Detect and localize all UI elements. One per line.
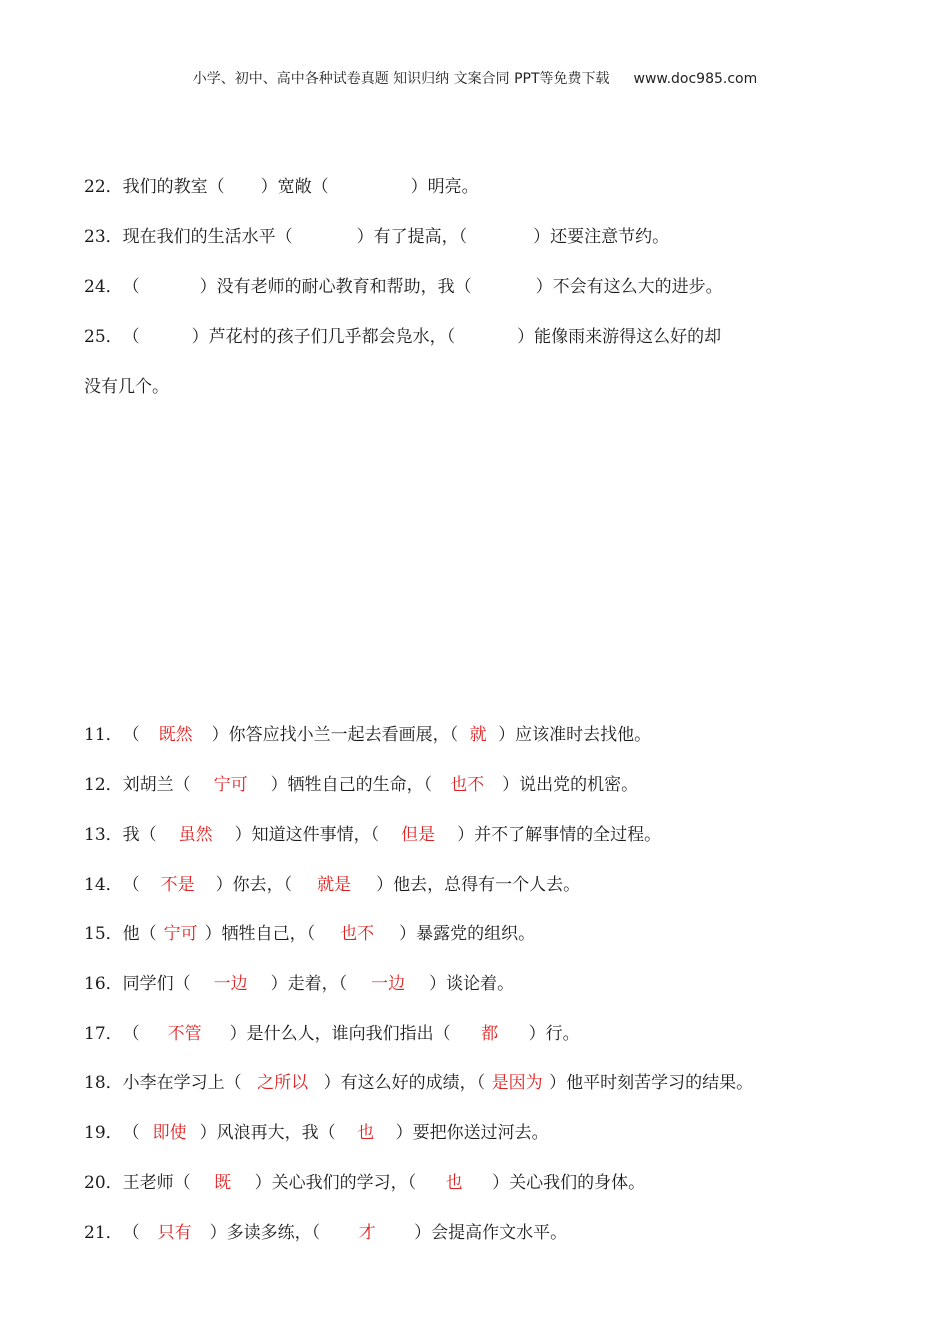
question-text: ）他平时刻苦学习的结果。 (549, 1073, 754, 1093)
question-number: 24． (84, 277, 123, 297)
answer-1: 之所以 (257, 1073, 309, 1093)
answer-19 (84, 1121, 549, 1145)
question-text: ）知道这件事情，（ (234, 825, 380, 845)
question-text: （ (122, 327, 140, 347)
question-text: ）谈论着。 (429, 974, 515, 994)
question-text: ）宽敞（ (260, 177, 329, 197)
question-text: ）多读多练，（ (209, 1223, 321, 1243)
answer-1: 只有 (157, 1223, 192, 1243)
question-text: （ (122, 1223, 140, 1243)
question-number: 19． (84, 1123, 123, 1143)
answer-2: 也 (357, 1123, 375, 1143)
answer-12 (84, 773, 638, 797)
question-text: ）行。 (528, 1024, 580, 1044)
question-text: ）并不了解事情的全过程。 (457, 825, 662, 845)
question-text: （ (122, 875, 140, 895)
answer-1: 不管 (167, 1024, 202, 1044)
answer-1: 不是 (160, 875, 195, 895)
answer-1: 既然 (158, 725, 193, 745)
answer-2: 也不 (340, 924, 375, 944)
question-number: 14． (84, 875, 123, 895)
question-text: ）风浪再大，我（ (199, 1123, 336, 1143)
question-text: （ (122, 1024, 140, 1044)
question-text: ）应该准时去找他。 (498, 725, 652, 745)
answer-16 (84, 972, 514, 996)
question-text: 同学们（ (122, 974, 191, 994)
answer-1: 虽然 (178, 825, 213, 845)
question-text: ）会提高作文水平。 (414, 1223, 568, 1243)
question-number: 17． (84, 1024, 123, 1044)
question-text: ）走着，（ (270, 974, 348, 994)
answer-2: 都 (481, 1024, 499, 1044)
question-text: ）能像雨来游得这么好的却 (517, 327, 722, 347)
question-number: 13． (84, 825, 123, 845)
answer-21 (84, 1221, 567, 1245)
question-text: ）牺牲自己的生命，（ (270, 775, 433, 795)
question-text: ）说出党的机密。 (502, 775, 639, 795)
question-number: 12． (84, 775, 123, 795)
question-text: ）关心我们的学习，（ (254, 1173, 417, 1193)
question-text: 现在我们的生活水平（ (122, 227, 293, 247)
question-text: ）不会有这么大的进步。 (535, 277, 723, 297)
question-22 (84, 175, 479, 199)
answer-2: 但是 (401, 825, 436, 845)
question-text: ）还要注意节约。 (533, 227, 670, 247)
question-25-continued (84, 375, 169, 399)
answer-2: 才 (358, 1223, 376, 1243)
question-24 (84, 275, 723, 299)
question-23 (84, 225, 669, 249)
question-text: ）有了提高，（ (356, 227, 468, 247)
question-number: 25． (84, 327, 123, 347)
answer-17 (84, 1022, 580, 1046)
answer-1: 既 (214, 1173, 232, 1193)
question-text: 我（ (122, 825, 157, 845)
question-number: 16． (84, 974, 123, 994)
answer-2: 就是 (317, 875, 352, 895)
answer-2: 是因为 (491, 1073, 543, 1093)
question-text: ）牺牲自己，（ (204, 924, 316, 944)
question-text: ）有这么好的成绩，（ (323, 1073, 486, 1093)
page-header (0, 68, 950, 88)
answer-1: 宁可 (163, 924, 198, 944)
answer-11 (84, 723, 651, 747)
question-number: 18． (84, 1073, 123, 1093)
answer-20 (84, 1171, 645, 1195)
question-text: 没有几个。 (84, 377, 169, 397)
question-number: 15． (84, 924, 123, 944)
answer-15 (84, 922, 535, 946)
question-number: 21． (84, 1223, 123, 1243)
answer-2: 也不 (450, 775, 485, 795)
answer-1: 一边 (213, 974, 248, 994)
question-text: ）要把你送过河去。 (395, 1123, 549, 1143)
question-text: ）你答应找小兰一起去看画展，（ (211, 725, 459, 745)
question-text: 小李在学习上（ (122, 1073, 242, 1093)
answer-2: 就 (469, 725, 487, 745)
answer-2: 也 (445, 1173, 463, 1193)
question-text: （ (122, 725, 140, 745)
answer-1: 即使 (152, 1123, 187, 1143)
question-number: 11． (84, 725, 123, 745)
question-text: 我们的教室（ (122, 177, 225, 197)
question-text: ）明亮。 (410, 177, 479, 197)
question-number: 23． (84, 227, 123, 247)
question-text: ）是什么人，谁向我们指出（ (229, 1024, 451, 1044)
answer-18 (84, 1071, 753, 1095)
answer-14 (84, 873, 580, 897)
question-text: 王老师（ (122, 1173, 191, 1193)
question-text: （ (122, 277, 140, 297)
question-text: 刘胡兰（ (122, 775, 191, 795)
answer-2: 一边 (371, 974, 406, 994)
header-text: 小学、初中、高中各种试卷真题 知识归纳 文案合同 PPT等免费下载 (192, 71, 610, 87)
header-site: www.doc985.com (633, 71, 758, 87)
answer-13 (84, 823, 661, 847)
question-text: ）关心我们的身体。 (492, 1173, 646, 1193)
question-text: ）暴露党的组织。 (399, 924, 536, 944)
question-text: 他（ (122, 924, 157, 944)
question-number: 22． (84, 177, 123, 197)
question-text: ）你去，（ (215, 875, 293, 895)
question-text: ）他去，总得有一个人去。 (376, 875, 581, 895)
question-25 (84, 325, 721, 349)
question-text: （ (122, 1123, 140, 1143)
question-text: ）芦花村的孩子们几乎都会凫水，（ (191, 327, 456, 347)
question-text: ）没有老师的耐心教育和帮助，我（ (199, 277, 472, 297)
question-number: 20． (84, 1173, 123, 1193)
answer-1: 宁可 (213, 775, 248, 795)
